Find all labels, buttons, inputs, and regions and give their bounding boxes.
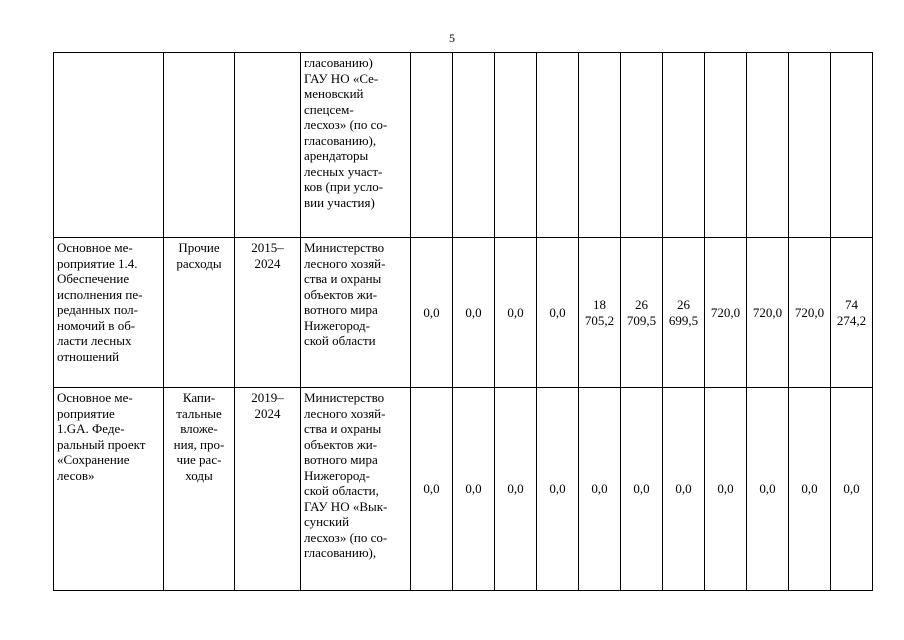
value-cell: 0,0 <box>831 388 873 591</box>
expense-type-cell: Капи- тальные вложе- ния, про- чие рас- ходы <box>164 388 235 591</box>
table-row <box>54 53 873 238</box>
value-cell: 0,0 <box>537 388 579 591</box>
value-cell: 26 699,5 <box>663 238 705 388</box>
value-cell: 0,0 <box>537 238 579 388</box>
value-cell: 720,0 <box>705 238 747 388</box>
value-cell: 0,0 <box>621 388 663 591</box>
value-cell <box>621 53 663 238</box>
value-cell: 0,0 <box>663 388 705 591</box>
value-cell: 74 274,2 <box>831 238 873 388</box>
value-cell: 0,0 <box>747 388 789 591</box>
table-row <box>54 388 873 591</box>
executor-cell: Министерство лесного хозяй- ства и охраны объектов жи- вотного мира Нижегород- ской области <box>301 238 411 388</box>
event-cell: Основное ме- роприятие 1.GA. Феде- ральный проект «Сохранение лесов» <box>54 388 164 591</box>
value-cell: 0,0 <box>453 388 495 591</box>
value-cell <box>579 53 621 238</box>
expense-type-cell <box>164 53 235 238</box>
value-cell: 0,0 <box>789 388 831 591</box>
value-cell: 0,0 <box>579 388 621 591</box>
value-cell <box>453 53 495 238</box>
event-cell <box>54 53 164 238</box>
value-cell: 720,0 <box>747 238 789 388</box>
value-cell: 0,0 <box>411 388 453 591</box>
period-cell: 2015– 2024 <box>235 238 301 388</box>
value-cell <box>747 53 789 238</box>
executor-cell: Министерство лесного хозяй- ства и охраны объектов жи- вотного мира Нижегород- ской области, ГАУ НО «Вык- сунский лесхоз» (по со- гласованию), <box>301 388 411 591</box>
event-cell: Основное ме- роприятие 1.4. Обеспечение исполнения пе- реданных пол- номочий в об- ласти лесных отношений <box>54 238 164 388</box>
value-cell: 26 709,5 <box>621 238 663 388</box>
value-cell <box>663 53 705 238</box>
value-cell: 0,0 <box>705 388 747 591</box>
program-table <box>53 52 873 591</box>
value-cell <box>789 53 831 238</box>
value-cell <box>537 53 579 238</box>
value-cell: 0,0 <box>411 238 453 388</box>
value-cell: 0,0 <box>495 388 537 591</box>
table-row <box>54 238 873 388</box>
period-cell <box>235 53 301 238</box>
value-cell: 720,0 <box>789 238 831 388</box>
value-cell <box>411 53 453 238</box>
value-cell <box>495 53 537 238</box>
value-cell: 0,0 <box>453 238 495 388</box>
executor-cell: гласованию) ГАУ НО «Се- меновский спецсем- лесхоз» (по со- гласованию), арендаторы лесных участ- ков (при усло- вии участия) <box>301 53 411 238</box>
value-cell <box>705 53 747 238</box>
period-cell: 2019– 2024 <box>235 388 301 591</box>
expense-type-cell: Прочие расходы <box>164 238 235 388</box>
page-number: 5 <box>449 31 455 45</box>
value-cell <box>831 53 873 238</box>
value-cell: 0,0 <box>495 238 537 388</box>
value-cell: 18 705,2 <box>579 238 621 388</box>
